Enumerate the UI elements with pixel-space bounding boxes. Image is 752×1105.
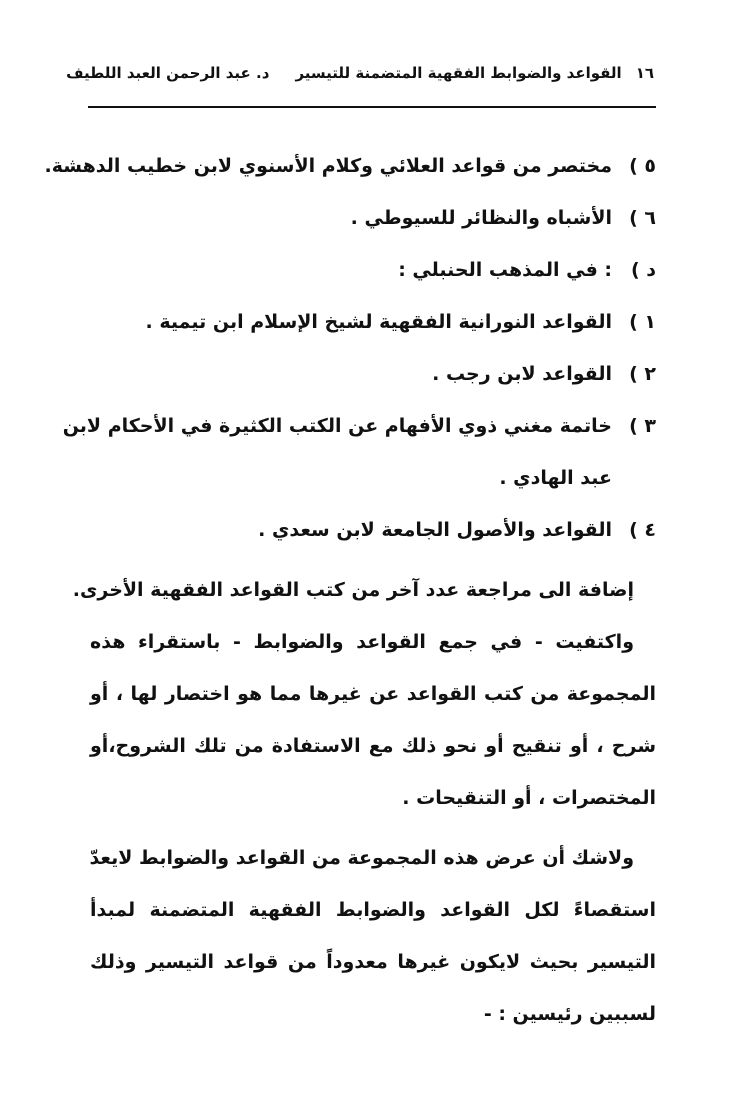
list-item-text: القواعد والأصول الجامعة لابن سعدي .	[258, 519, 612, 541]
section-heading	[90, 244, 656, 296]
paragraph-line: شرح ، أو تنقيح أو نحو ذلك مع الاستفادة من تلك الشروح،أو	[90, 735, 656, 757]
paragraph	[90, 832, 656, 1040]
list-item-continuation: عبد الهادي .	[499, 467, 612, 489]
list-marker: ٢ )	[629, 363, 656, 385]
book-title: القواعد والضوابط الفقهية المتضمنة للتيسير	[295, 64, 622, 82]
section-heading-text: : في المذهب الحنبلي :	[398, 259, 612, 281]
paragraph-line: المجموعة من كتب القواعد عن غيرها مما هو اختصار لها ، أو	[90, 683, 656, 705]
paragraph-line: التيسير بحيث لايكون غيرها معدوداً من قواعد التيسير وذلك	[90, 951, 656, 973]
paragraph-gap	[90, 824, 656, 832]
list-item-text: القواعد النورانية الفقهية لشيخ الإسلام ابن تيمية .	[145, 311, 612, 333]
page-body	[44, 140, 656, 1040]
page-number: ١٦	[635, 64, 654, 82]
list-item-text: القواعد لابن رجب .	[432, 363, 612, 385]
list-item	[90, 348, 656, 400]
paragraph-line: استقصاءً لكل القواعد والضوابط الفقهية المتضمنة لمبدأ	[90, 899, 656, 921]
list-item	[90, 192, 656, 244]
list-item-text: مختصر من قواعد العلائي وكلام الأسنوي لابن خطيب الدهشة.	[44, 155, 612, 177]
header-rule	[88, 106, 656, 108]
list-marker: ١ )	[629, 311, 656, 333]
paragraph-line: المختصرات ، أو التنقيحات .	[402, 787, 656, 809]
list-marker: ٤ )	[629, 519, 656, 541]
list-item	[90, 504, 656, 556]
list-marker: ٦ )	[629, 207, 656, 229]
list-item	[90, 296, 656, 348]
list-item	[44, 140, 656, 192]
list-item-text: الأشباه والنظائر للسيوطي .	[350, 207, 612, 229]
list-item-text: خاتمة مغني ذوي الأفهام عن الكتب الكثيرة في الأحكام لابن	[62, 415, 612, 437]
paragraph-line: لسببين رئيسين : -	[483, 1003, 656, 1025]
section-marker: د )	[630, 259, 656, 281]
paragraph-line: واكتفيت - في جمع القواعد والضوابط - باستقراء هذه	[90, 631, 634, 653]
paragraph-line: إضافة الى مراجعة عدد آخر من كتب القواعد الفقهية الأخرى.	[72, 579, 634, 601]
author-name: د. عبد الرحمن العبد اللطيف	[66, 64, 270, 82]
list-marker: ٥ )	[629, 155, 656, 177]
list-item	[62, 400, 656, 452]
paragraph-gap	[90, 556, 656, 564]
running-header	[66, 64, 654, 92]
list-marker: ٣ )	[629, 415, 656, 437]
paragraph-line: ولاشك أن عرض هذه المجموعة من القواعد والضوابط لايعدّ	[89, 847, 634, 869]
paragraph	[72, 564, 656, 824]
